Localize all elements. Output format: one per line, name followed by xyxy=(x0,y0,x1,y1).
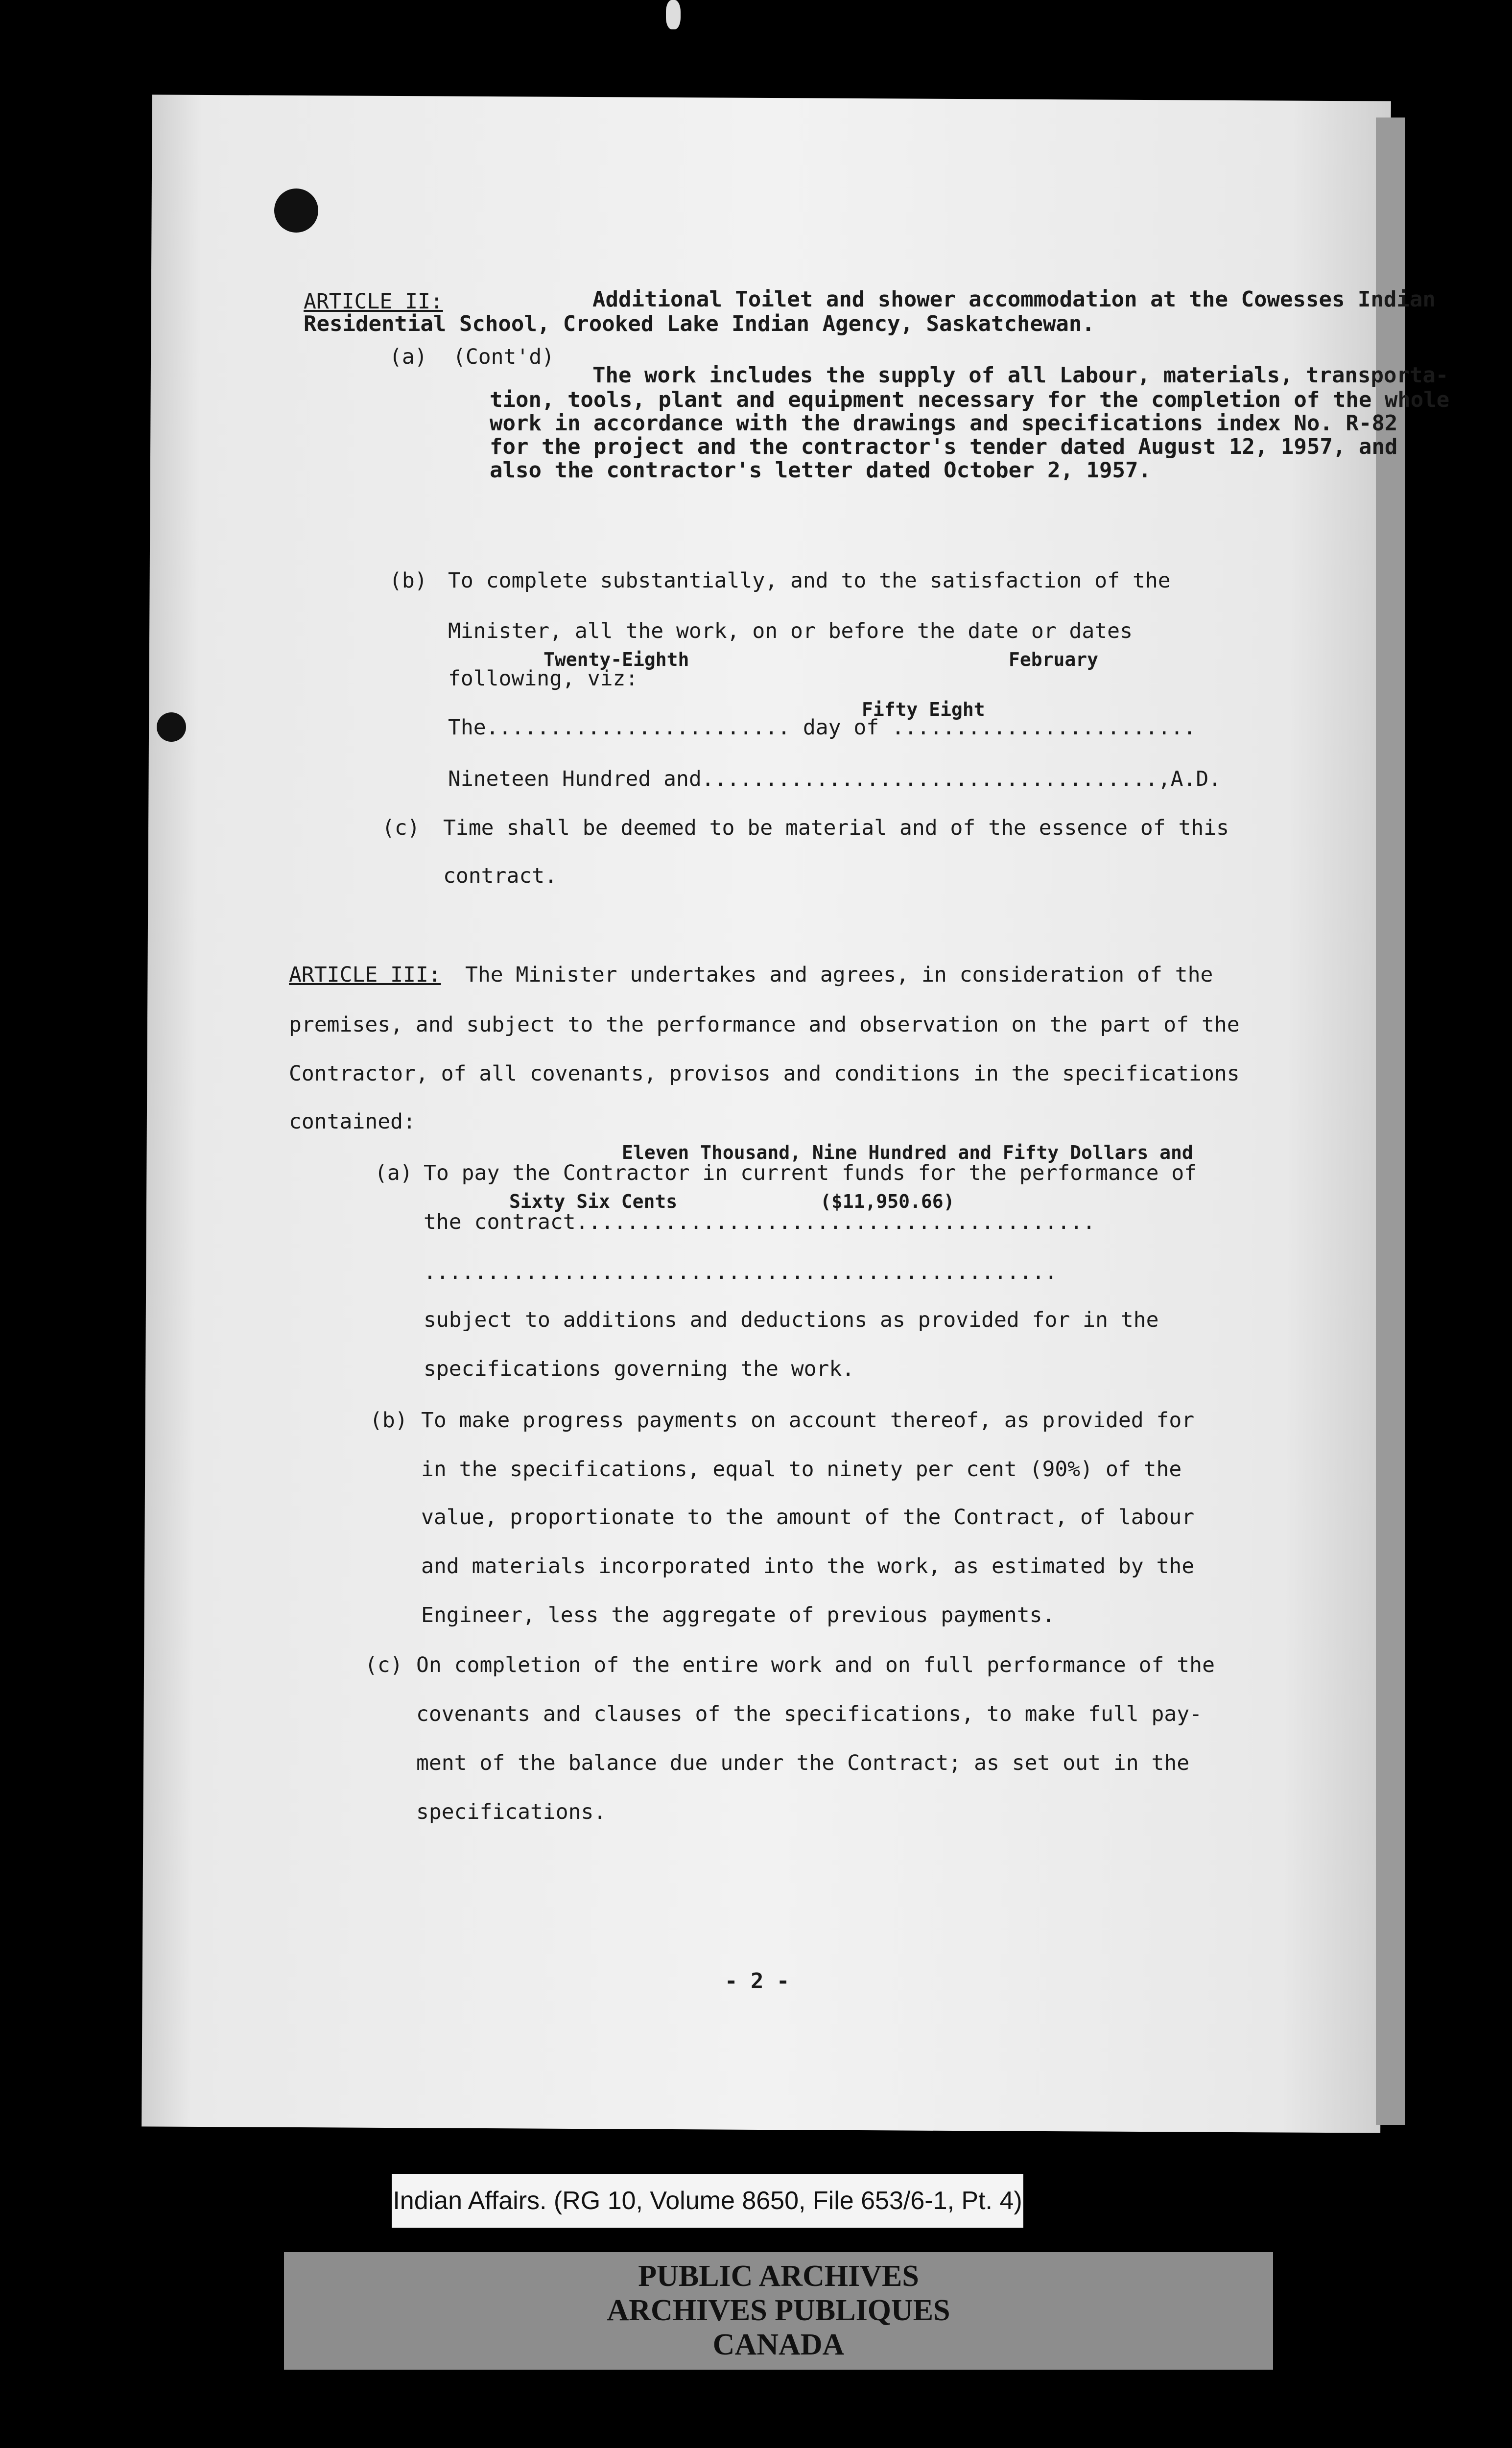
work-description-line: tion, tools, plant and equipment necessary for the completion of the whole xyxy=(490,387,1450,412)
work-description-line: also the contractor's letter dated October 2, 1957. xyxy=(490,458,1152,483)
clause-b-label: (b) xyxy=(389,568,427,593)
clause-a-label: (a) xyxy=(389,345,427,369)
contract-line: the contract......................................... xyxy=(424,1210,1096,1234)
filled-amount-words-line1: Eleven Thousand, Nine Hundred and Fifty Dollars and xyxy=(622,1142,1193,1163)
top-edge-mark xyxy=(666,0,681,29)
article-ii-title-line1: Additional Toilet and shower accommodation at the Cowesses Indian xyxy=(592,287,1436,312)
article-ii-title-line2: Residential School, Crooked Lake Indian Agency, Saskatchewan. xyxy=(304,311,1095,336)
payment-c-line: ment of the balance due under the Contract; as set out in the xyxy=(416,1751,1190,1775)
archive-stamp xyxy=(284,2252,1273,2370)
work-description-line: work in accordance with the drawings and specifications index No. R-82 xyxy=(490,411,1398,436)
article-iii-intro-line: contained: xyxy=(289,1109,416,1134)
payment-b-line: To make progress payments on account thereof, as provided for xyxy=(421,1408,1195,1433)
clause-c-label: (c) xyxy=(382,816,420,840)
stamp-line1: PUBLIC ARCHIVES xyxy=(638,2260,919,2293)
article-ii-heading: ARTICLE II: xyxy=(304,289,443,314)
clause-b-line2: Minister, all the work, on or before the date or dates xyxy=(448,619,1133,643)
clause-b-line1: To complete substantially, and to the satisfaction of the xyxy=(448,568,1171,593)
filled-month: February xyxy=(1009,649,1099,670)
blank-dotted-line: .................................................. xyxy=(424,1260,1058,1284)
payment-a-line3: subject to additions and deductions as provided for in the xyxy=(424,1308,1159,1332)
payment-c-label: (c) xyxy=(365,1653,403,1677)
payment-b-line: value, proportionate to the amount of the Contract, of labour xyxy=(421,1505,1195,1530)
stamp-line3: CANADA xyxy=(712,2328,845,2361)
payment-b-label: (b) xyxy=(370,1408,408,1433)
payment-a-line4: specifications governing the work. xyxy=(424,1357,855,1381)
archive-reference-caption: Indian Affairs. (RG 10, Volume 8650, File 653/6-1, Pt. 4) xyxy=(392,2174,1023,2228)
payment-a-line1: To pay the Contractor in current funds for the performance of xyxy=(424,1161,1197,1185)
article-iii-heading: ARTICLE III: xyxy=(289,963,441,987)
clause-a-contd: (Cont'd) xyxy=(453,345,555,369)
article-iii-intro-first: The Minister undertakes and agrees, in consideration of the xyxy=(465,963,1213,987)
punch-hole-middle xyxy=(157,712,186,742)
filled-year: Fifty Eight xyxy=(862,699,985,720)
punch-hole-top xyxy=(274,188,318,233)
work-description-line: for the project and the contractor's tender dated August 12, 1957, and xyxy=(490,434,1398,459)
payment-b-line: Engineer, less the aggregate of previous payments. xyxy=(421,1603,1055,1627)
nineteen-hundred-line: Nineteen Hundred and....................................,A.D. xyxy=(448,767,1222,791)
filled-amount-number: ($11,950.66) xyxy=(820,1191,955,1212)
stamp-line2: ARCHIVES PUBLIQUES xyxy=(607,2294,950,2327)
payment-c-line: covenants and clauses of the specifications, to make full pay- xyxy=(416,1702,1203,1726)
payment-b-line: and materials incorporated into the work, as estimated by the xyxy=(421,1554,1195,1578)
work-description-line: The work includes the supply of all Labour, materials, transporta- xyxy=(592,363,1449,388)
payment-a-label: (a) xyxy=(375,1161,413,1185)
page-number: - 2 - xyxy=(725,1969,790,1994)
date-line: The........................ day of ........................ xyxy=(448,715,1196,740)
article-iii-intro-line: Contractor, of all covenants, provisos and conditions in the specifications xyxy=(289,1061,1240,1086)
payment-b-line: in the specifications, equal to ninety per cent (90%) of the xyxy=(421,1457,1182,1482)
clause-c-line2: contract. xyxy=(443,864,557,888)
following-viz: following, viz: xyxy=(448,666,638,691)
payment-c-line: specifications. xyxy=(416,1800,607,1824)
filled-amount-words-line2: Sixty Six Cents xyxy=(509,1191,678,1212)
clause-c-line1: Time shall be deemed to be material and of the essence of this xyxy=(443,816,1229,840)
article-iii-intro-line: premises, and subject to the performance and observation on the part of the xyxy=(289,1012,1240,1037)
filled-day: Twenty-Eighth xyxy=(543,649,689,670)
payment-c-line: On completion of the entire work and on full performance of the xyxy=(416,1653,1215,1677)
